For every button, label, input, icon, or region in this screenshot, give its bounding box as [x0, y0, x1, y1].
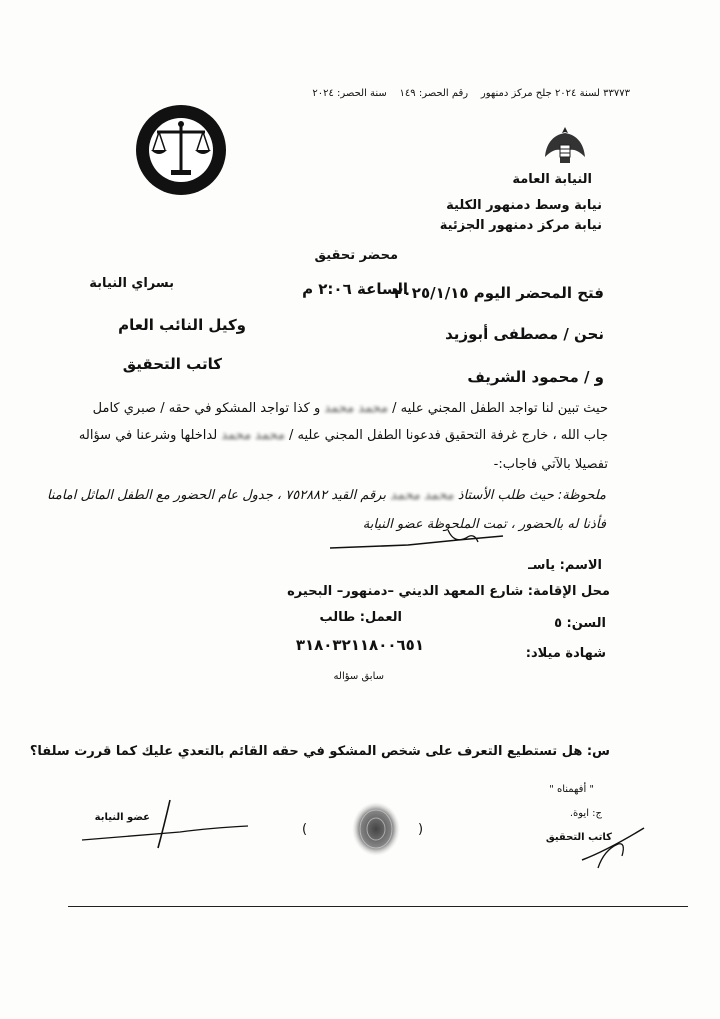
opening-place: بسراي النيابة [89, 276, 174, 291]
office-line-2: نيابة مركز دمنهور الجزئية [439, 218, 602, 233]
eagle-emblem-icon [542, 123, 588, 169]
clerk-signature [578, 820, 648, 872]
note-line-1 [47, 488, 606, 503]
paren-left: ( [302, 822, 308, 837]
inventory-year: سنة الحصر: ٢٠٢٤ [312, 88, 387, 99]
note-signature-scribble [328, 528, 508, 554]
redacted-name: محمد محمد [324, 401, 388, 416]
witness-address: محل الإقامة: شارع المعهد الديني –دمنهور– البحيره [287, 584, 610, 599]
page-title: محضر تحقيق [314, 248, 398, 263]
opening-date: فتح المحضر اليوم ٢٠٢٥/١/١٥ [393, 284, 604, 302]
answer: ج: ايوة. [569, 808, 602, 819]
emblem-caption: النيابة العامة [512, 172, 592, 187]
body-line-1-end: و كذا تواجد المشكو في حقه / صبري كامل [92, 401, 321, 416]
witness-name: الاسم: ياسـ [528, 558, 602, 573]
note-line-1-start: ملحوظة: حيث طلب الأستاذ [457, 488, 606, 503]
body-line-2-end: لداخلها وشرعنا في سؤاله [78, 428, 218, 443]
reference-line [312, 88, 630, 99]
prior-statement: سابق سؤاله [333, 671, 384, 682]
note-line-1-end: برقم القيد ٧٥٢٨٨٢ ، جدول عام الحضور مع الطفل الماثل امامنا [46, 488, 386, 503]
prosecutor-signature-label: عضو النيابة [94, 812, 150, 823]
prosecutor-signature [80, 796, 250, 856]
understood-note: " أفهمناه " [549, 784, 594, 795]
scales-of-justice-logo [133, 102, 229, 198]
question: س: هل تستطيع التعرف على شخص المشكو في حقه القائم بالتعدي عليك كما قررت سلفا؟ [29, 744, 610, 759]
body-line-2 [79, 428, 608, 443]
prosecutor-title: وكيل النائب العام [118, 316, 246, 334]
redacted-name: محمد محمد [221, 428, 285, 443]
body-line-3: تفصيلا بالآتي فاجاب:- [493, 457, 608, 472]
witness-age: السن: ٥ [554, 616, 606, 631]
body-line-2-start: جاب الله ، خارج غرفة التحقيق فدعونا الطفل المجني عليه / [289, 428, 608, 443]
witness-occupation: العمل: طالب [319, 610, 402, 625]
birth-cert-number: ٣١٨٠٣٢١١٨٠٠٦٥١ [295, 636, 424, 654]
body-line-1-start: حيث تبين لنا تواجد الطفل المجني عليه / [392, 401, 608, 416]
clerk-signature-label: كاتب التحقيق [545, 832, 612, 843]
redacted-name: محمد محمد [390, 488, 454, 503]
inventory-number: رقم الحصر: ١٤٩ [399, 88, 469, 99]
bottom-rule [68, 906, 688, 907]
clerk-title: كاتب التحقيق [122, 355, 222, 373]
clerk-name: و / محمود الشريف [467, 368, 604, 386]
opening-time: الساعة ٢:٠٦ م [302, 280, 408, 298]
case-number: ٣٣٧٧٣ لسنة ٢٠٢٤ جلح مركز دمنهور [480, 88, 630, 99]
paren-right: ) [418, 822, 424, 837]
prosecutor-name: نحن / مصطفى أبوزيد [445, 325, 604, 343]
fingerprint-icon [350, 800, 402, 858]
office-line-1: نيابة وسط دمنهور الكلية [446, 198, 602, 213]
note-line-2: فأذنا له بالحضور ، تمت الملحوظة عضو النيابة [362, 517, 606, 532]
body-line-1 [93, 401, 608, 416]
birth-cert-label: شهادة ميلاد: [525, 646, 606, 661]
